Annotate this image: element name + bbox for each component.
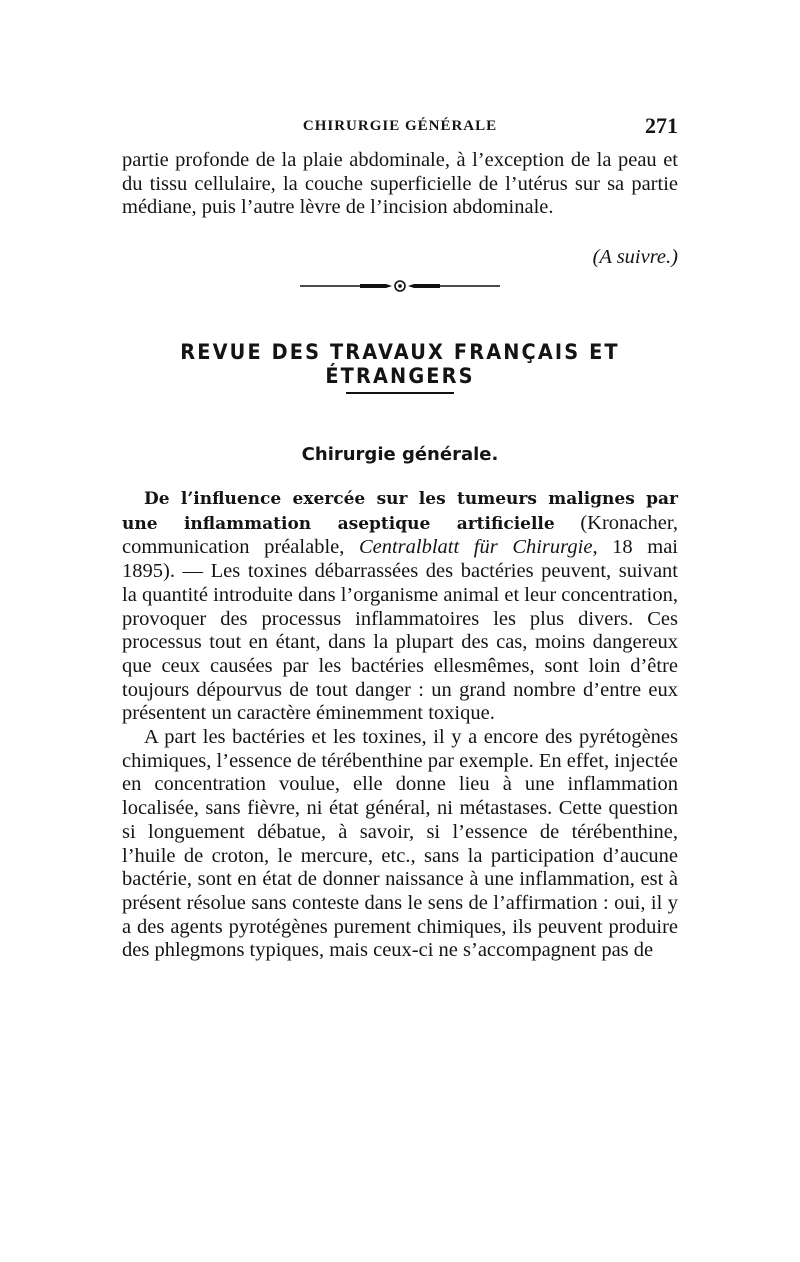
continuation-paragraph [122,149,678,220]
ornamental-divider [300,278,500,294]
journal-name: Centralblatt für Chirurgie [358,536,593,559]
article-title: De l’influence exercée sur les tumeurs malignes par une inflammation aseptique artificielle [122,489,678,534]
section-title: REVUE DES TRAVAUX FRANÇAIS ET ÉTRANGERS [180,340,620,388]
section-rule [346,392,454,394]
continuation-text: partie profonde de la plaie abdominale, à l’exception de la peau et du tissu cellulaire, la couche superficielle de l’utérus sur sa partie médiane, puis l’autre lèvre de l’incision abdominale. [122,149,678,219]
subsection-title: Chirurgie générale. [301,444,499,465]
article-paragraph-2: A part les bactéries et les toxines, il y a encore des pyrétogènes chimiques, l’essence de térébenthine par exemple. En effet, injectée en concentration voulue, elle donne lieu à une inflammation localisée, sans fièvre, ni état général, ni métastases. Cette question si longuement débatue, à savoir, si l’essence de térébenthine, l’huile de croton, le mercure, etc., sans la participation d’aucune bactérie, sont en état de donner naissance à une inflammation, est à présent résolue sans conteste dans le sens de l’affirmation : oui, il y a des agents pyrotégènes purement chimiques, ils peuvent produire des phlegmons typiques, mais ceux-ci ne s’accompagnent pas de [122,726,678,962]
page-header [122,113,678,140]
article-paragraph-1 [122,487,678,726]
citation-before: (Kronacher, communication préalable, [122,511,678,559]
running-head: CHIRURGIE GÉNÉRALE [302,118,498,134]
to-be-continued-note: (A suivre.) [592,246,678,268]
page-number: 271 [645,113,678,138]
citation-after: , 18 mai 1895). — Les toxines débarrassées des bactéries peuvent, suivant la quantité introduite dans l’organisme animal et leur concentration, provoquer des processus inflammatoires les plus divers. Ces processus tout en étant, dans la plupart des cas, moins dangereux que ceux causées par les bactéries ellesmêmes, sont loin d’être toujours dépourvus de tout danger : un grand nombre d’entre eux présentent un caractère éminemment toxique. [122,536,679,725]
article-body [122,487,678,963]
